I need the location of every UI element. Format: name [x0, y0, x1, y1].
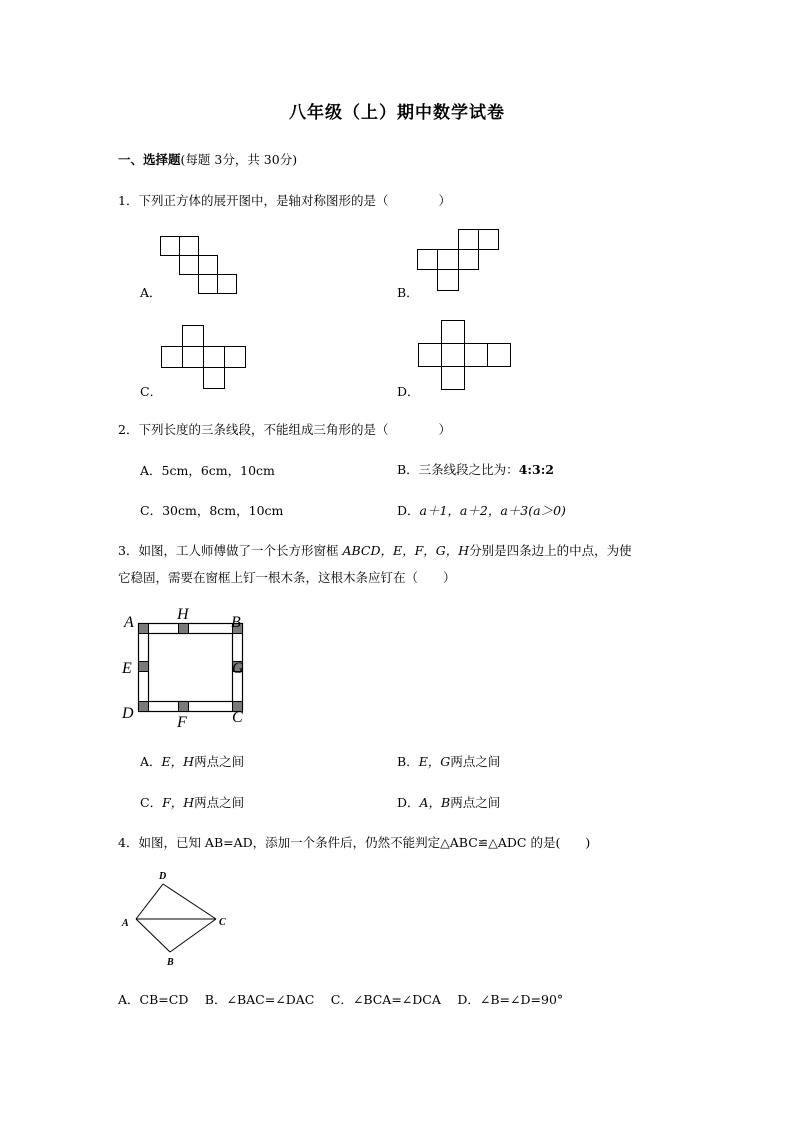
- q2-option-b[interactable]: [397, 460, 554, 478]
- q2-option-a[interactable]: A．5cm，6cm，10cm: [140, 463, 275, 478]
- q3-option-a-label: A．: [140, 754, 162, 769]
- q3-option-d-label: D．: [397, 795, 420, 810]
- label-d: D: [122, 705, 134, 722]
- label-c: C: [232, 709, 243, 726]
- q4-stem: 4．如图，已知 AB=AD，添加一个条件后，仍然不能判定△ABC≌△ADC 的是( ): [118, 835, 591, 850]
- q3-window-frame-figure: [118, 603, 258, 731]
- q1-option-b-label[interactable]: B．: [397, 285, 419, 300]
- q3-option-d[interactable]: [397, 793, 500, 811]
- label-h: H: [177, 606, 189, 623]
- q3-stem-line2: 它稳固，需要在窗框上钉一根木条，这根木条应钉在（ ）: [118, 570, 456, 585]
- q3-option-c-points: F，H: [162, 795, 195, 810]
- q2-stem: 2．下列长度的三条线段，不能组成三角形的是（ ）: [118, 422, 451, 437]
- q1-option-a-label[interactable]: A．: [140, 285, 162, 300]
- label-d: D: [159, 871, 167, 882]
- q2-option-b-ratio: 4:3:2: [518, 462, 555, 477]
- q3-stem-line1: [118, 541, 632, 559]
- label-b: B: [167, 957, 174, 968]
- q3-option-d-points: A，B: [419, 795, 451, 810]
- q3-option-c-text: 两点之间: [194, 795, 245, 810]
- segment-ad: [136, 884, 163, 919]
- q3-option-d-text: 两点之间: [450, 795, 501, 810]
- q2-option-d-expr: a＋1，a＋2，a＋3(a＞0): [419, 503, 566, 518]
- q3-option-c[interactable]: [140, 793, 244, 811]
- section-title: 一、选择题: [118, 152, 181, 167]
- q1-net-b: [417, 229, 503, 295]
- q3-option-b[interactable]: [397, 752, 500, 770]
- joint-h: [179, 624, 189, 634]
- q3-option-b-label: B．: [397, 754, 419, 769]
- q2-option-d[interactable]: [397, 501, 566, 519]
- label-f: F: [177, 714, 187, 731]
- q3-option-b-points: E，G: [418, 754, 451, 769]
- label-a: A: [122, 918, 129, 929]
- joint-d: [139, 702, 149, 712]
- q2-option-d-label: D．: [397, 503, 420, 518]
- section-heading: [118, 150, 297, 168]
- q1-net-a: [160, 236, 240, 296]
- joint-a: [139, 624, 149, 634]
- q3-stem-text-b: 分别是四条边上的中点，为使: [469, 543, 632, 558]
- q3-stem-text-a: 3．如图，工人师傅做了一个长方形窗框: [118, 543, 343, 558]
- section-note: (每题 3分，共 30分): [180, 152, 298, 167]
- q2-option-c[interactable]: C．30cm，8cm，10cm: [140, 503, 284, 518]
- q1-net-c: [161, 325, 249, 393]
- q3-option-a-points: E，H: [161, 754, 195, 769]
- q2-option-b-text: B．三条线段之比为：: [397, 462, 519, 477]
- q4-quadrilateral-figure: [118, 866, 238, 972]
- q3-option-a[interactable]: [140, 752, 244, 770]
- label-g: G: [232, 660, 244, 677]
- segment-ab: [136, 919, 170, 952]
- q1-option-c-label[interactable]: C．: [140, 384, 163, 399]
- q4-options[interactable]: A．CB=CD B．∠BAC=∠DAC C．∠BCA=∠DCA D．∠B=∠D=90°: [118, 992, 564, 1007]
- frame-inner: [149, 634, 233, 702]
- label-e: E: [122, 660, 132, 677]
- q3-option-b-text: 两点之间: [450, 754, 501, 769]
- joint-f: [179, 702, 189, 712]
- q1-option-d-label[interactable]: D．: [397, 384, 420, 399]
- q3-option-c-label: C．: [140, 795, 163, 810]
- segment-dc: [163, 884, 216, 919]
- page-title: 八年级（上）期中数学试卷: [289, 103, 505, 123]
- label-a: A: [124, 614, 134, 631]
- q1-net-d: [418, 320, 516, 392]
- label-c: C: [219, 917, 226, 928]
- joint-e: [139, 662, 149, 672]
- label-b: B: [231, 614, 241, 631]
- q3-stem-letters: ABCD，E，F，G，H: [342, 543, 470, 558]
- segment-bc: [170, 919, 216, 952]
- q1-stem: 1．下列正方体的展开图中，是轴对称图形的是（ ）: [118, 193, 451, 208]
- q3-option-a-text: 两点之间: [194, 754, 245, 769]
